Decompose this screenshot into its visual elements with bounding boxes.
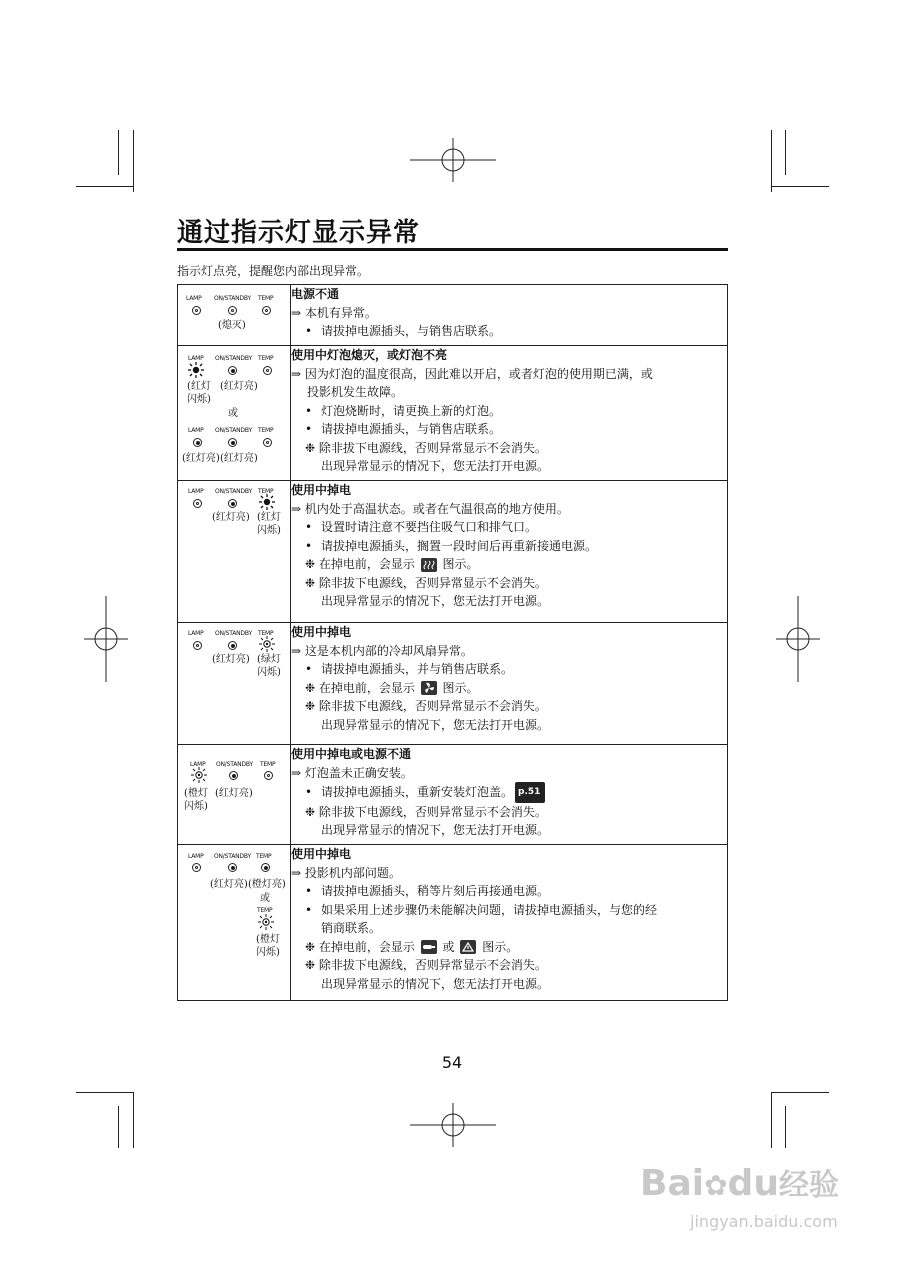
page-number: 54 bbox=[441, 1053, 463, 1072]
crop-mark bbox=[771, 1092, 829, 1093]
watermark-suffix: 经验 bbox=[778, 1168, 839, 1203]
crop-mark bbox=[771, 186, 829, 187]
action-line: • 灯泡烧断时，请更换上新的灯泡。 bbox=[291, 402, 727, 421]
table-row bbox=[178, 285, 728, 346]
intro-text: 指示灯点亮，提醒您内部出现异常。 bbox=[177, 264, 370, 278]
description-cell bbox=[291, 623, 728, 745]
crop-mark bbox=[133, 1092, 134, 1148]
table-row bbox=[178, 845, 728, 1001]
temp-led-icon bbox=[262, 306, 271, 315]
caption: (红灯亮) bbox=[215, 788, 253, 799]
table-row bbox=[178, 346, 728, 481]
note-text: 除非拔下电源线，否则异常显示不会消失。 bbox=[318, 958, 547, 972]
standby-led-icon bbox=[228, 499, 237, 508]
caption: (橙灯亮) bbox=[248, 879, 286, 890]
temp-label: TEMP bbox=[260, 761, 276, 768]
crop-mark bbox=[785, 130, 786, 175]
title-rule bbox=[177, 248, 728, 251]
indicator-table bbox=[177, 284, 728, 1001]
standby-label: ON/STANDBY bbox=[215, 355, 252, 362]
action-line: • 如果采用上述步骤仍未能解决问题，请拔掉电源插头，与您的经 bbox=[291, 901, 727, 920]
cause-line: ⇒ 灯泡盖未正确安装。 bbox=[291, 765, 413, 780]
cause-line: ⇒ 这是本机内部的冷却风扇异常。 bbox=[291, 643, 473, 658]
cause-line: ⇒ 本机有异常。 bbox=[291, 305, 377, 320]
indicator-cell bbox=[178, 623, 291, 745]
row-heading: 使用中灯泡熄灭，或灯泡不亮 bbox=[291, 348, 448, 362]
temp-label: TEMP bbox=[258, 295, 274, 302]
temp-label: TEMP bbox=[258, 488, 274, 495]
fan-icon bbox=[421, 681, 437, 695]
table-row bbox=[178, 623, 728, 745]
cause-line: 投影机发生故障。 bbox=[307, 385, 404, 399]
description-cell bbox=[291, 285, 728, 346]
note-text: 除非拔下电源线，否则异常显示不会消失。 bbox=[318, 575, 547, 590]
note-icon: ❉ bbox=[305, 680, 319, 695]
note-text: 除非拔下电源线，否则异常显示不会消失。 bbox=[318, 804, 547, 819]
note-line: 出现异常显示的情况下，您无法打开电源。 bbox=[321, 459, 550, 473]
page-title: 通过指示灯显示异常 bbox=[177, 218, 421, 248]
crop-mark bbox=[76, 1092, 134, 1093]
indicator-cell bbox=[178, 745, 291, 845]
standby-label: ON/STANDBY bbox=[214, 853, 251, 860]
caption: (绿灯闪烁) bbox=[257, 654, 281, 678]
action-line: • 请拔掉电源插头，并与销售店联系。 bbox=[291, 660, 727, 679]
note-line bbox=[291, 956, 727, 975]
row-heading: 使用中掉电 bbox=[291, 847, 352, 861]
temp-blink-icon bbox=[258, 914, 274, 930]
note-line: 出现异常显示的情况下，您无法打开电源。 bbox=[321, 717, 550, 732]
lamp-label: LAMP bbox=[190, 761, 206, 768]
crop-mark bbox=[771, 130, 772, 192]
standby-label: ON/STANDBY bbox=[216, 761, 253, 768]
note-line: 出现异常显示的情况下，您无法打开电源。 bbox=[321, 976, 550, 991]
caption: (红灯亮) bbox=[212, 512, 250, 523]
watermark-brand-2: du bbox=[727, 1163, 779, 1204]
caption: (橙灯闪烁) bbox=[184, 788, 208, 812]
action-line: • 请拔掉电源插头，与销售店联系。 bbox=[291, 322, 727, 341]
cause-line: ⇒ 因为灯泡的温度很高，因此难以开启，或者灯泡的使用期已满，或 bbox=[291, 366, 653, 381]
standby-led-icon bbox=[228, 641, 237, 650]
temp-blink-icon bbox=[259, 494, 275, 510]
caption: (红灯闪烁) bbox=[187, 381, 211, 405]
watermark bbox=[640, 1160, 839, 1204]
note-line bbox=[291, 803, 727, 822]
or-label: 或 bbox=[260, 893, 270, 904]
caption: (红灯亮) bbox=[220, 453, 258, 464]
caption: (红灯亮) bbox=[182, 453, 220, 464]
lamp-label: LAMP bbox=[188, 427, 204, 434]
description-cell bbox=[291, 346, 728, 481]
note-text: 在掉电前，会显示 bbox=[318, 680, 415, 695]
lamp-label: LAMP bbox=[188, 488, 204, 495]
standby-led-icon bbox=[228, 366, 237, 375]
temp-led-icon bbox=[263, 438, 272, 447]
indicator-cell bbox=[178, 481, 291, 623]
note-line: 出现异常显示的情况下，您无法打开电源。 bbox=[321, 594, 550, 608]
table-row bbox=[178, 481, 728, 623]
or-label: 或 bbox=[228, 408, 238, 419]
note-line bbox=[291, 697, 727, 716]
registration-mark-top bbox=[410, 138, 496, 182]
watermark-brand: Bai bbox=[640, 1163, 705, 1204]
crop-mark bbox=[118, 130, 119, 175]
note-line bbox=[291, 555, 727, 574]
action-line: • 请拔掉电源插头，稍等片刻后再接通电源。 bbox=[291, 882, 727, 901]
note-text: 在掉电前，会显示 bbox=[318, 557, 415, 571]
temp-label: TEMP bbox=[258, 427, 274, 434]
lamp-led-icon bbox=[193, 438, 202, 447]
caption: (橙灯闪烁) bbox=[256, 934, 280, 958]
note-icon: ❉ bbox=[305, 557, 319, 571]
standby-label: ON/STANDBY bbox=[215, 427, 252, 434]
caption: (红灯亮) bbox=[220, 381, 258, 392]
temp-label: TEMP bbox=[256, 853, 272, 860]
temp-led-icon bbox=[264, 771, 273, 780]
standby-label: ON/STANDBY bbox=[214, 295, 251, 302]
note-line bbox=[291, 574, 727, 593]
indicator-cell bbox=[178, 346, 291, 481]
note-line: 出现异常显示的情况下，您无法打开电源。 bbox=[321, 823, 550, 837]
lamp-label: LAMP bbox=[186, 295, 202, 302]
action-line: • 请拔掉电源插头，与销售店联系。 bbox=[291, 420, 727, 439]
standby-led-icon bbox=[229, 771, 238, 780]
temp-label: TEMP bbox=[258, 630, 274, 637]
standby-led-icon bbox=[228, 306, 237, 315]
cause-line: ⇒ 投影机内部问题。 bbox=[291, 865, 401, 880]
lamp-label: LAMP bbox=[188, 630, 204, 637]
note-line bbox=[291, 439, 727, 458]
note-line bbox=[291, 679, 727, 698]
paw-icon: ✿ bbox=[704, 1169, 728, 1202]
crop-mark bbox=[76, 186, 134, 187]
high-temperature-icon bbox=[421, 558, 437, 572]
row-heading: 使用中掉电或电源不通 bbox=[291, 747, 412, 761]
row-heading: 电源不通 bbox=[291, 287, 340, 301]
standby-label: ON/STANDBY bbox=[215, 630, 252, 637]
lamp-led-icon bbox=[193, 641, 202, 650]
note-icon: ❉ bbox=[305, 699, 319, 713]
registration-mark-bottom bbox=[410, 1103, 496, 1147]
action-line: • 请拔掉电源插头，搁置一段时间后再重新接通电源。 bbox=[291, 537, 727, 556]
cause-line: ⇒ 机内处于高温状态。或者在气温很高的地方使用。 bbox=[291, 501, 569, 516]
caption: (红灯亮) bbox=[212, 654, 250, 665]
temp-led-icon bbox=[263, 366, 272, 375]
action-text: 请拔掉电源插头，重新安装灯泡盖。 bbox=[321, 784, 514, 799]
note-text: 或 bbox=[442, 939, 455, 954]
action-line: • 设置时请注意不要挡住吸气口和排气口。 bbox=[291, 518, 727, 537]
note-line bbox=[291, 938, 727, 957]
row-heading: 使用中掉电 bbox=[291, 483, 352, 497]
note-text: 除非拔下电源线，否则异常显示不会消失。 bbox=[318, 699, 547, 713]
crop-mark bbox=[785, 1106, 786, 1148]
lamp-label: LAMP bbox=[188, 853, 204, 860]
registration-mark-left bbox=[84, 596, 128, 682]
standby-label: ON/STANDBY bbox=[215, 488, 252, 495]
lamp-label: LAMP bbox=[188, 355, 204, 362]
description-cell bbox=[291, 481, 728, 623]
row-heading: 使用中掉电 bbox=[291, 625, 352, 639]
registration-mark-right bbox=[776, 596, 820, 682]
description-cell bbox=[291, 745, 728, 845]
temp-label: TEMP bbox=[258, 355, 274, 362]
page-reference-link[interactable]: p.51 bbox=[515, 782, 545, 803]
temp-blink-icon bbox=[259, 636, 275, 652]
lamp-led-icon bbox=[193, 499, 202, 508]
description-cell bbox=[291, 845, 728, 1001]
note-text: 除非拔下电源线，否则异常显示不会消失。 bbox=[318, 440, 547, 455]
temp-label: TEMP bbox=[257, 907, 273, 914]
lamp-blink-icon bbox=[191, 767, 207, 783]
note-icon: ❉ bbox=[305, 440, 319, 455]
caption: (红灯闪烁) bbox=[257, 512, 281, 536]
note-text: 图示。 bbox=[442, 680, 479, 695]
lamp-error-icon bbox=[421, 940, 437, 954]
action-line bbox=[291, 782, 727, 803]
note-icon: ❉ bbox=[305, 958, 319, 972]
note-icon: ❉ bbox=[305, 804, 319, 819]
note-icon: ❉ bbox=[305, 575, 319, 590]
note-text: 图示。 bbox=[482, 939, 519, 954]
indicator-cell bbox=[178, 845, 291, 1001]
lamp-led-icon bbox=[192, 863, 201, 872]
note-text: 在掉电前，会显示 bbox=[318, 939, 415, 954]
caption: (熄灭) bbox=[218, 320, 246, 331]
temp-led-icon bbox=[261, 863, 270, 872]
crop-mark bbox=[118, 1106, 119, 1148]
standby-led-icon bbox=[228, 438, 237, 447]
crop-mark bbox=[133, 130, 134, 192]
lamp-blink-icon bbox=[188, 362, 204, 378]
note-icon: ❉ bbox=[305, 939, 319, 954]
table-row bbox=[178, 745, 728, 845]
action-line: 销商联系。 bbox=[321, 921, 382, 935]
watermark-url: jingyan.baidu.com bbox=[690, 1212, 838, 1231]
indicator-cell bbox=[178, 285, 291, 346]
caption: (红灯亮) bbox=[210, 879, 248, 890]
note-text: 图示。 bbox=[442, 557, 479, 571]
standby-led-icon bbox=[228, 863, 237, 872]
internal-error-icon bbox=[460, 940, 476, 954]
crop-mark bbox=[771, 1092, 772, 1148]
lamp-led-icon bbox=[192, 306, 201, 315]
